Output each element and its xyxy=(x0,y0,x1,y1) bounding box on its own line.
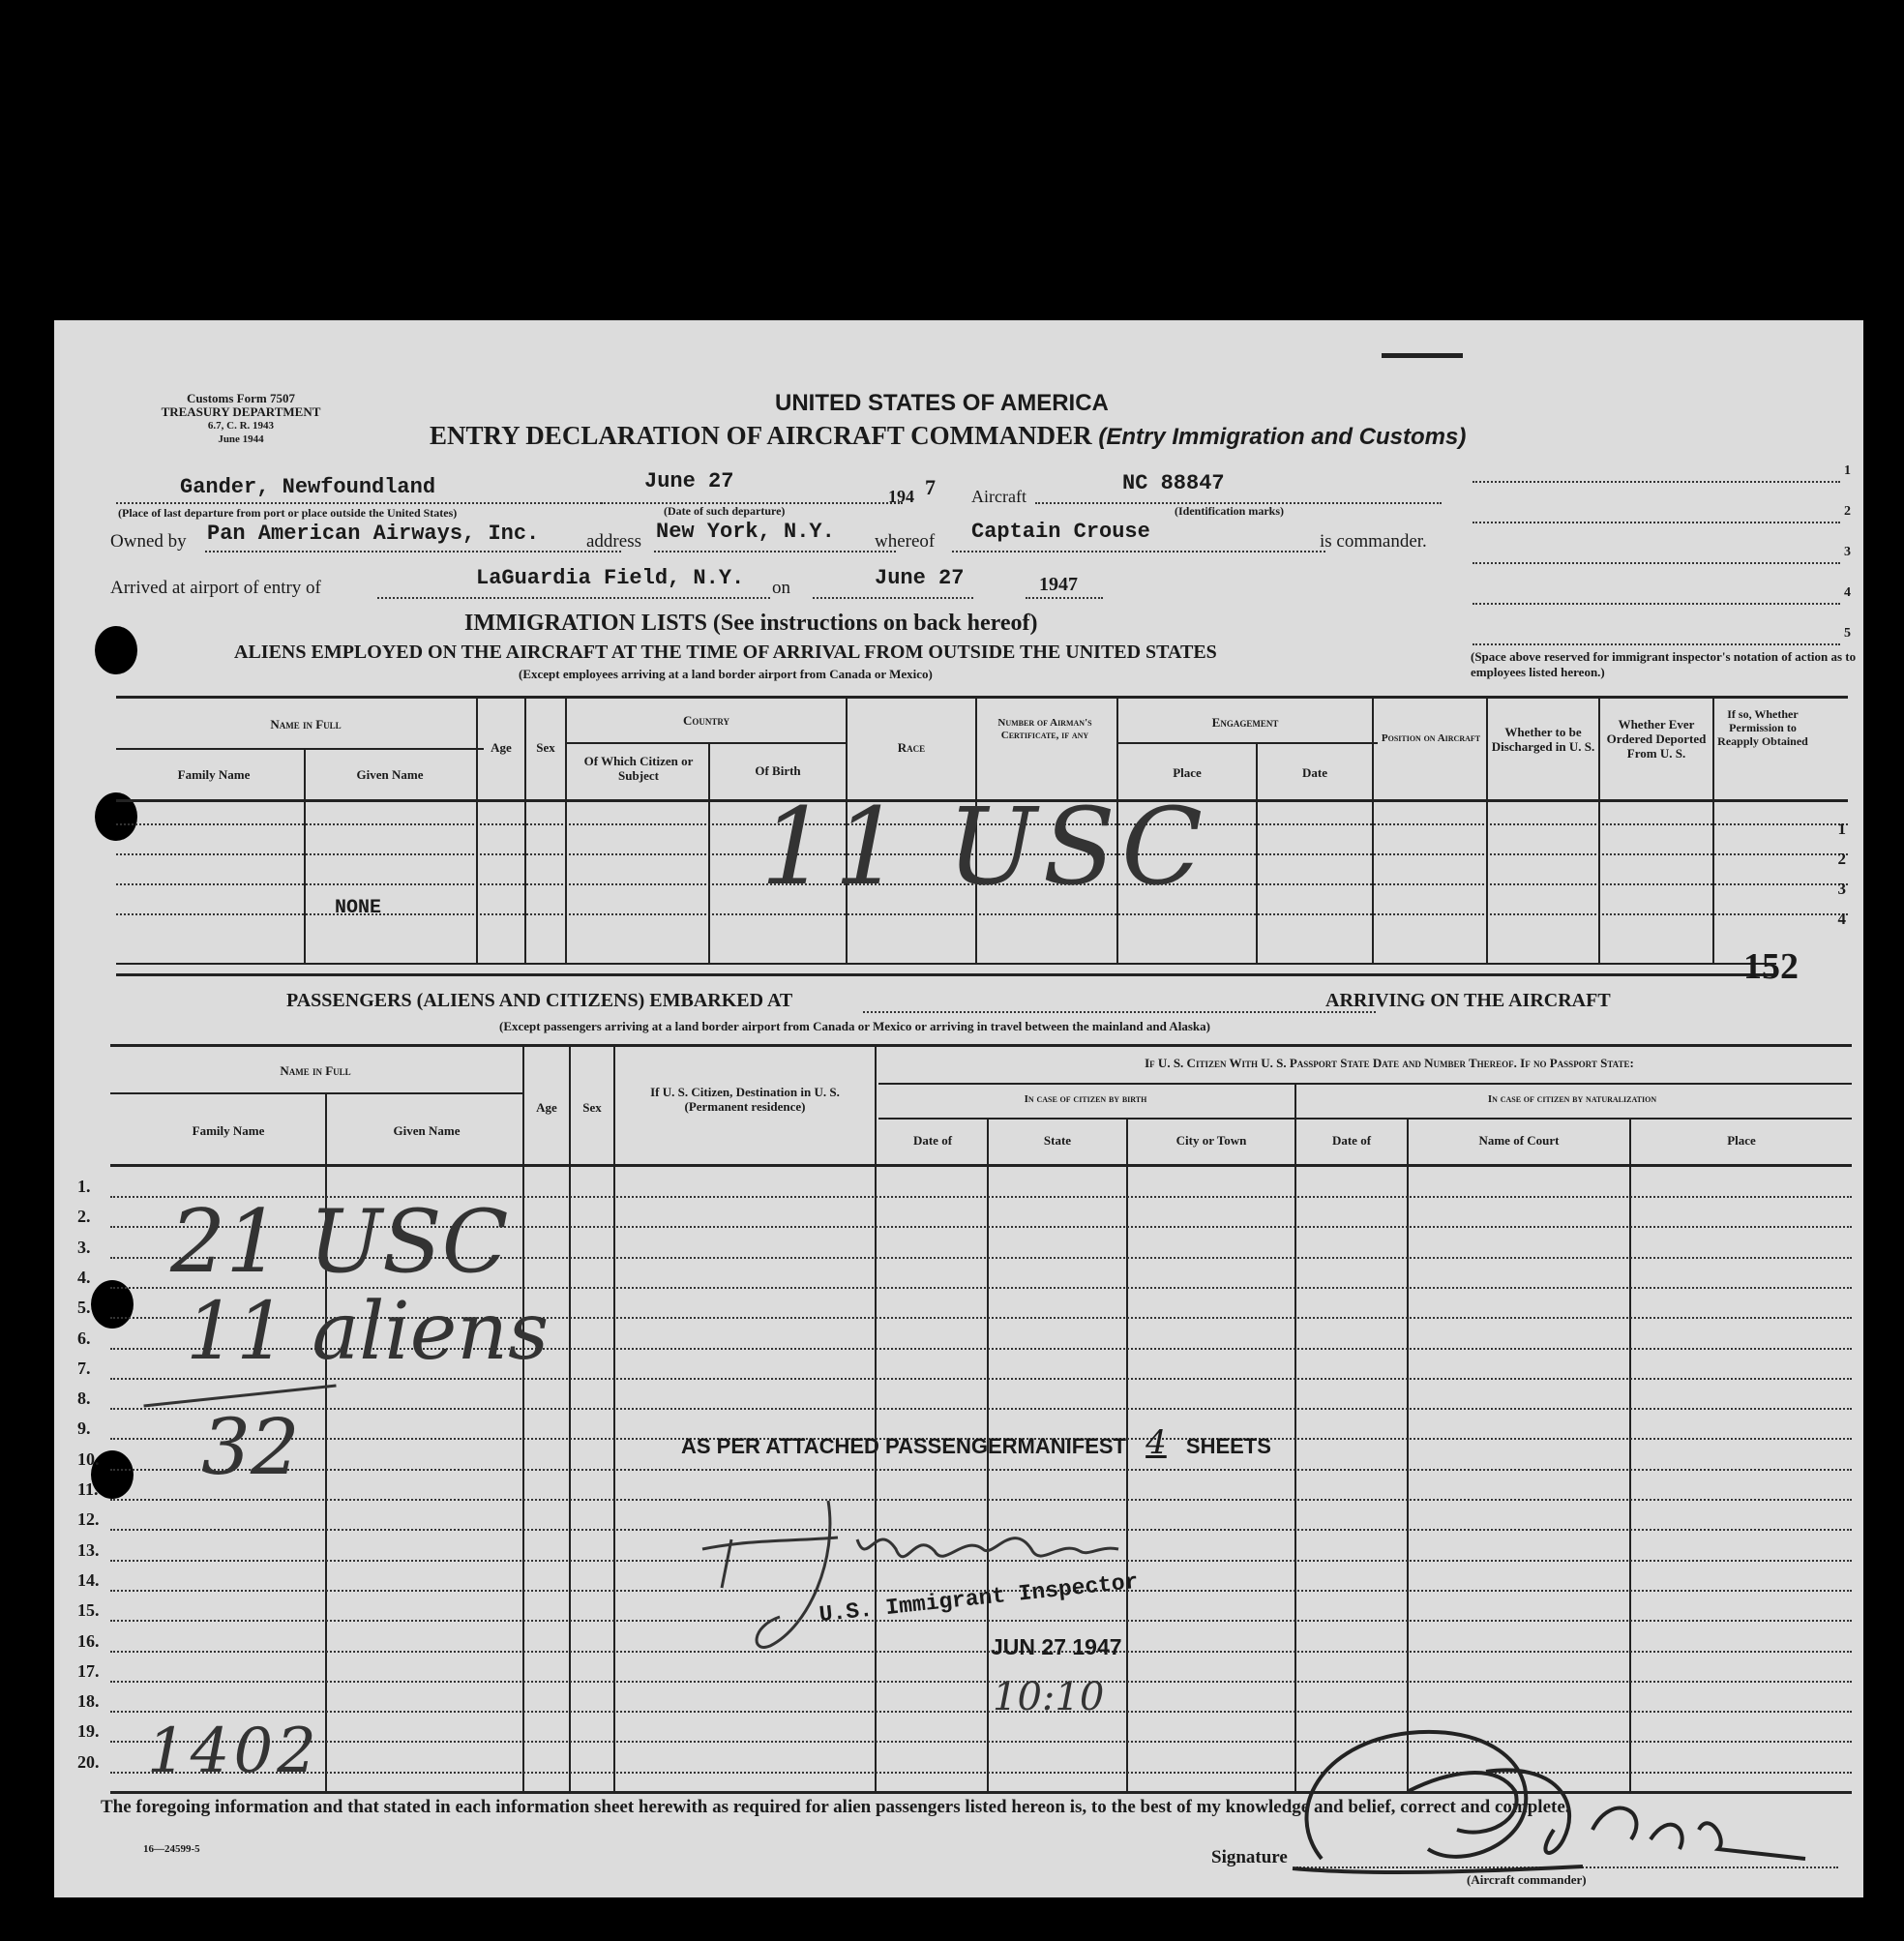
col-divider xyxy=(1372,698,1374,963)
col-divider xyxy=(1598,698,1600,963)
reserved-num: 4 xyxy=(1844,585,1851,600)
col-divider xyxy=(875,1046,877,1791)
col-header: Name in Full xyxy=(270,717,342,732)
col-divider xyxy=(565,698,567,963)
crew-row-num: 4 xyxy=(1837,910,1846,928)
field-line xyxy=(654,551,896,552)
table-rule xyxy=(567,742,848,744)
country-title: UNITED STATES OF AMERICA xyxy=(775,390,1109,416)
passenger-row-number: 20. xyxy=(77,1752,100,1772)
form-id-line: Customs Form 7507 xyxy=(187,391,295,405)
stamp-date: JUN 27 1947 xyxy=(991,1634,1122,1659)
on-label: on xyxy=(772,578,790,598)
field-line xyxy=(952,551,1325,552)
aircraft-label: Aircraft xyxy=(971,487,1026,506)
passenger-row-number: 11. xyxy=(77,1479,99,1499)
reserved-num: 1 xyxy=(1844,463,1851,478)
form-title-main: ENTRY DECLARATION OF AIRCRAFT COMMANDER xyxy=(430,421,1092,450)
reserved-line xyxy=(1473,522,1840,523)
passenger-row-number: 7. xyxy=(77,1359,91,1378)
col-header: Position on Aircraft xyxy=(1381,732,1481,744)
table-rule xyxy=(116,748,484,750)
table-rule xyxy=(116,973,1776,976)
col-header: Place xyxy=(1727,1133,1756,1148)
col-header: Place xyxy=(1173,765,1202,780)
field-line xyxy=(205,551,621,552)
address-label: address xyxy=(586,531,641,552)
crew-row-num: 3 xyxy=(1837,880,1846,898)
col-header: Sex xyxy=(536,740,555,755)
col-header: State xyxy=(1043,1133,1072,1148)
col-divider xyxy=(613,1046,615,1791)
passenger-row-line xyxy=(110,1378,1852,1380)
col-header: Number of Airman's Certificate, if any xyxy=(997,717,1092,741)
top-mark xyxy=(1382,353,1463,358)
owned-by-label: Owned by xyxy=(110,531,187,552)
col-header: Given Name xyxy=(393,1123,461,1138)
col-divider xyxy=(522,1046,524,1791)
passenger-row-number: 13. xyxy=(77,1540,100,1560)
passenger-row-number: 15. xyxy=(77,1600,100,1620)
signature-caption: (Aircraft commander) xyxy=(1467,1872,1587,1887)
col-divider xyxy=(1629,1120,1631,1791)
reserved-num: 3 xyxy=(1844,545,1851,559)
passengers-heading-right: ARRIVING ON THE AIRCRAFT xyxy=(1325,990,1611,1011)
col-header: Name of Court xyxy=(1478,1133,1560,1148)
departure-date: June 27 xyxy=(644,469,734,493)
passenger-row-number: 8. xyxy=(77,1389,91,1408)
arrival-date: June 27 xyxy=(875,566,965,590)
passenger-row-number: 3. xyxy=(77,1238,91,1257)
passenger-row-line xyxy=(110,1681,1852,1683)
reserved-line xyxy=(1473,643,1840,645)
passenger-row-number: 14. xyxy=(77,1570,100,1590)
passenger-row-number: 4. xyxy=(77,1268,91,1287)
col-header: Given Name xyxy=(356,767,424,782)
col-header: Age xyxy=(536,1100,557,1115)
immigration-subheading: ALIENS EMPLOYED ON THE AIRCRAFT AT THE TIME OF ARRIVAL FROM OUTSIDE THE UNITED STATES xyxy=(234,642,1217,663)
col-divider xyxy=(524,698,526,963)
form-id-line: June 1944 xyxy=(218,433,264,445)
print-code: 16—24599-5 xyxy=(143,1843,200,1855)
table-rule xyxy=(878,1083,1852,1085)
punch-hole xyxy=(95,626,137,674)
manifest-unit: SHEETS xyxy=(1185,1434,1271,1458)
col-divider xyxy=(476,698,478,963)
arrival-year: 1947 xyxy=(1039,574,1078,595)
reserved-line xyxy=(1473,481,1840,483)
col-header: Family Name xyxy=(192,1123,265,1138)
whereof-label: whereof xyxy=(875,531,936,552)
field-line xyxy=(813,597,973,599)
page-number: 152 xyxy=(1743,946,1799,987)
passenger-row-number: 5. xyxy=(77,1298,91,1317)
form-id xyxy=(110,392,372,446)
inspector-stamp: U.S. Immigrant Inspector xyxy=(818,1568,1140,1628)
col-header: If U. S. Citizen, Destination in U. S. (Permanent residence) xyxy=(650,1085,840,1114)
col-header: Engagement xyxy=(1211,715,1279,730)
immigration-except: (Except employees arriving at a land border airport from Canada or Mexico) xyxy=(519,667,933,681)
col-header: Name in Full xyxy=(280,1063,351,1078)
table-rule xyxy=(110,1092,522,1094)
owner: Pan American Airways, Inc. xyxy=(207,522,540,546)
col-header: Family Name xyxy=(177,767,251,782)
departure-place: Gander, Newfoundland xyxy=(180,475,436,499)
commander-label: is commander. xyxy=(1320,531,1427,552)
aircraft-id: NC 88847 xyxy=(1122,471,1225,495)
crew-row-num: 1 xyxy=(1837,820,1846,838)
handwritten-tally: 1402 xyxy=(147,1716,320,1787)
departure-place-label: (Place of last departure from port or place outside the United States) xyxy=(118,506,458,520)
col-divider xyxy=(1407,1120,1409,1791)
passengers-heading-left: PASSENGERS (ALIENS AND CITIZENS) EMBARKED AT xyxy=(286,990,793,1011)
table-rule xyxy=(110,1164,1852,1167)
handwritten-tally: 21 USC xyxy=(170,1191,509,1293)
col-header: Date xyxy=(1302,765,1327,780)
aircraft-id-label: (Identification marks) xyxy=(1175,504,1284,518)
immigration-heading: IMMIGRATION LISTS (See instructions on back hereof) xyxy=(464,611,1038,636)
departure-date-label: (Date of such departure) xyxy=(664,504,786,518)
commander: Captain Crouse xyxy=(971,520,1150,544)
passenger-row-number: 9. xyxy=(77,1418,91,1438)
table-rule xyxy=(878,1118,1852,1120)
col-header: Race xyxy=(897,740,926,755)
col-header: If U. S. Citizen With U. S. Passport State Date and Number Thereof. If no Passport State: xyxy=(1145,1056,1634,1070)
year-suffix: 7 xyxy=(925,475,936,499)
form-id-line: TREASURY DEPARTMENT xyxy=(161,404,321,419)
passenger-row-line xyxy=(110,1408,1852,1410)
passengers-except: (Except passengers arriving at a land border airport from Canada or Mexico or arriving in travel between the mainland and Alaska) xyxy=(499,1019,1210,1033)
passenger-row-number: 6. xyxy=(77,1329,91,1348)
table-rule xyxy=(116,963,1776,965)
field-line xyxy=(377,597,770,599)
handwritten-tally: 11 aliens xyxy=(186,1286,550,1378)
crew-row-num: 2 xyxy=(1837,850,1846,868)
col-header: Country xyxy=(682,713,730,728)
col-header: Of Birth xyxy=(755,763,801,778)
signature-label: Signature xyxy=(1211,1847,1288,1867)
handwritten-tally: 32 xyxy=(201,1402,300,1492)
col-header: Whether to be Discharged in U. S. xyxy=(1491,725,1595,754)
reserved-line xyxy=(1473,603,1840,605)
field-line xyxy=(1026,597,1103,599)
passenger-row-number: 19. xyxy=(77,1721,100,1741)
col-divider xyxy=(304,748,306,963)
passenger-row-number: 10. xyxy=(77,1449,100,1469)
passenger-row-number: 2. xyxy=(77,1207,91,1226)
passenger-row-number: 12. xyxy=(77,1509,100,1529)
form-id-line: 6.7, C. R. 1943 xyxy=(207,420,275,432)
col-header: In case of citizen by naturalization xyxy=(1487,1093,1657,1105)
address: New York, N.Y. xyxy=(656,520,835,544)
arrival-airport: LaGuardia Field, N.Y. xyxy=(476,566,745,590)
inspector-signature xyxy=(693,1481,1138,1656)
col-divider xyxy=(1486,698,1488,963)
stamp-time: 10:10 xyxy=(993,1675,1105,1719)
col-header: Date of xyxy=(1331,1133,1372,1148)
passenger-row-number: 16. xyxy=(77,1631,100,1651)
passenger-row-number: 1. xyxy=(77,1177,91,1196)
col-header: Date of xyxy=(912,1133,953,1148)
table-rule xyxy=(116,696,1848,699)
year-prefix: 194 xyxy=(888,487,914,506)
reserved-note: (Space above reserved for immigrant inspector's notation of action as to employees listed hereon.) xyxy=(1471,649,1857,679)
col-header: Whether Ever Ordered Deported From U. S. xyxy=(1606,717,1707,761)
col-header: In case of citizen by birth xyxy=(1024,1093,1147,1105)
manifest-text: AS PER ATTACHED PASSENGERMANIFEST xyxy=(681,1434,1126,1458)
table-rule xyxy=(110,1044,1852,1047)
manifest-note xyxy=(681,1423,1271,1462)
col-header: Age xyxy=(491,740,512,755)
passenger-row-number: 17. xyxy=(77,1661,100,1681)
field-line xyxy=(863,1011,1376,1013)
form-sheet xyxy=(54,320,1863,1897)
passenger-row-number: 18. xyxy=(77,1691,100,1711)
crew-handwritten-note: 11 USC xyxy=(760,785,1209,909)
table-rule xyxy=(1116,742,1378,744)
col-divider xyxy=(569,1046,571,1791)
form-title xyxy=(430,421,1466,451)
field-line xyxy=(116,502,629,504)
arrived-label: Arrived at airport of entry of xyxy=(110,578,321,598)
form-title-sub: (Entry Immigration and Customs) xyxy=(1098,424,1467,450)
col-header: City or Town xyxy=(1175,1133,1247,1148)
commander-signature xyxy=(1264,1704,1844,1897)
reserved-line xyxy=(1473,562,1840,564)
reserved-num: 2 xyxy=(1844,504,1851,519)
col-header: Of Which Citizen or Subject xyxy=(583,754,694,783)
manifest-count: 4 xyxy=(1145,1423,1167,1462)
declaration: The foregoing information and that stated in each information sheet herewith as required for alien passengers listed hereon is, to the best of my knowledge and belief, correct and complete. xyxy=(101,1797,1570,1817)
passenger-row-line xyxy=(110,1469,1852,1471)
reserved-num: 5 xyxy=(1844,626,1851,641)
col-header: If so, Whether Permission to Reapply Obtained xyxy=(1717,707,1808,748)
col-header: Sex xyxy=(582,1100,602,1115)
crew-entry: NONE xyxy=(335,897,382,919)
